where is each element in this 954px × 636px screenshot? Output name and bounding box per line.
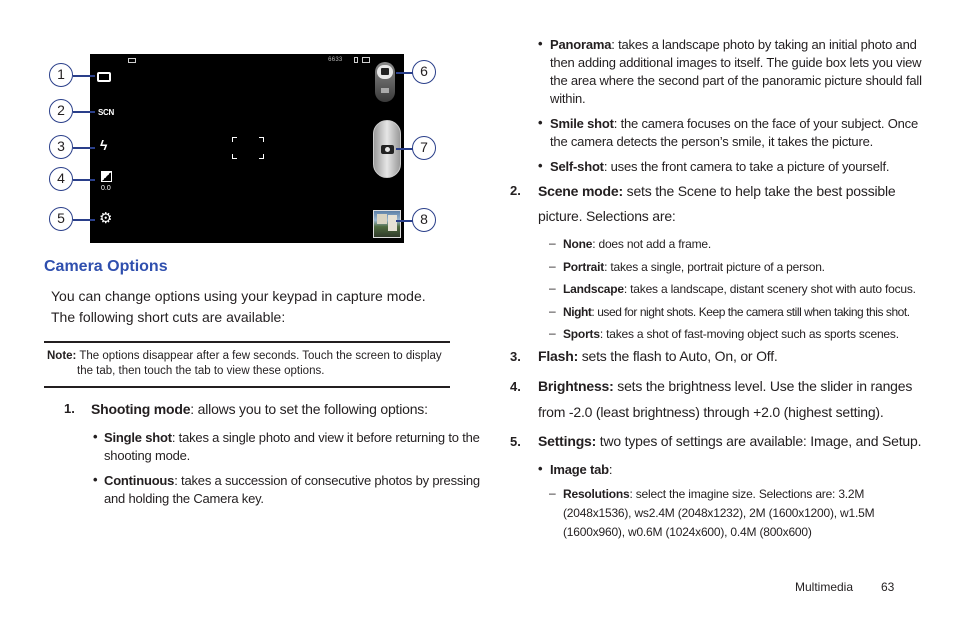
note-top-rule [44,341,450,343]
item-number: 3. [510,349,521,364]
camera-screenshot [90,54,404,243]
note-box [47,349,451,378]
list-item: Scene mode: sets the Scene to help take the best possible [538,183,896,199]
dash: – [549,486,556,500]
camera-video-switch [375,62,395,102]
list-item-cont: the camera detects the person’s smile, it takes the picture. [550,134,874,149]
scene-mode-icon: SCN [98,108,114,117]
section-title: Camera Options [44,258,168,275]
list-item: Night: used for night shots. Keep the camera still when taking this shot. [563,305,910,319]
bullet: • [538,115,543,130]
callout-8: 8 [412,208,436,232]
dash: – [549,326,556,340]
callout-6: 6 [412,60,436,84]
list-item-cont: and holding the Camera key. [104,491,264,506]
item-number: 5. [510,434,521,449]
brightness-value: 0.0 [101,185,111,192]
list-item: Continuous: takes a succession of consecutive photos by pressing [104,473,480,488]
list-item-cont: within. [550,91,586,106]
gear-icon: ⚙ [99,210,113,227]
dash: – [549,281,556,295]
bullet: • [538,36,543,51]
callout-leader [73,219,95,221]
callout-leader [73,75,95,77]
dash: – [549,236,556,250]
callout-leader [73,179,95,181]
note-line-1: The options disappear after a few seconds. Touch the screen to display [79,350,442,362]
callout-2: 2 [49,99,73,123]
callout-7: 7 [412,136,436,160]
list-item-cont: picture. Selections are: [538,208,676,224]
status-text: 6633 [328,56,343,63]
bullet: • [93,472,98,487]
brightness-icon [101,171,112,182]
list-item: Smile shot: the camera focuses on the face of your subject. Once [550,116,919,131]
list-item: Panorama: takes a landscape photo by taking an initial photo and [550,37,917,52]
list-item: Shooting mode: allows you to set the following options: [91,401,428,417]
focus-frame [232,137,264,159]
intro-paragraph: You can change options using your keypad in capture mode. The following short cuts are available: [51,288,426,325]
callout-4: 4 [49,167,73,191]
callout-leader [73,111,95,113]
shooting-mode-icon [97,72,111,82]
item-number: 2. [510,183,521,198]
list-item: Brightness: sets the brightness level. Use the slider in ranges [538,378,913,394]
list-item: Flash: sets the flash to Auto, On, or Off. [538,348,778,364]
list-item: Settings: two types of settings are available: Image, and Setup. [538,433,922,449]
list-item-cont: from -2.0 (least brightness) through +2.0 (highest setting). [538,404,884,420]
list-item: Image tab: [550,462,613,477]
bullet: • [538,461,543,476]
bullet: • [93,429,98,444]
footer-section: Multimedia [795,580,854,594]
item-number: 4. [510,379,521,394]
list-item: Portrait: takes a single, portrait picture of a person. [563,260,825,274]
list-item-cont: (1600x960), w0.6M (1024x600), 0.4M (800x600) [563,525,812,539]
battery-icon [362,57,370,63]
note-bottom-rule [44,386,450,388]
dash: – [549,259,556,273]
note-label: Note: [47,350,77,362]
list-item-cont: the area where the second part of the panoramic picture should fall [550,73,922,88]
callout-1: 1 [49,63,73,87]
page-number: 63 [881,580,895,594]
flash-icon: ϟ [100,137,108,153]
memory-icon [354,57,358,63]
list-item-cont: (2048x1536), ws2.4M (2048x1232), 2M (1600x1200), w1.5M [563,506,875,520]
list-item-cont: shooting mode. [104,448,191,463]
storage-icon [128,58,136,63]
list-item: Self-shot: uses the front camera to take a picture of yourself. [550,159,890,174]
callout-leader [73,147,95,149]
list-item: None: does not add a frame. [563,237,712,251]
list-item-cont: then adding additional images to itself. The guide box lets you view [550,55,922,70]
list-item: Single shot: takes a single photo and view it before returning to the [104,430,480,445]
list-item: Resolutions: select the imagine size. Selections are: 3.2M [563,487,865,501]
item-number: 1. [64,401,75,416]
camera-icon [381,145,394,154]
note-line-2: the tab, then touch the tab to view these options. [77,364,325,377]
callout-3: 3 [49,135,73,159]
callout-5: 5 [49,207,73,231]
image-viewer-thumbnail [373,210,401,238]
bullet: • [538,158,543,173]
video-icon [381,88,389,93]
list-item: Sports: takes a shot of fast-moving object such as sports scenes. [563,327,899,341]
dash: – [549,304,556,318]
list-item: Landscape: takes a landscape, distant scenery shot with auto focus. [563,282,916,296]
